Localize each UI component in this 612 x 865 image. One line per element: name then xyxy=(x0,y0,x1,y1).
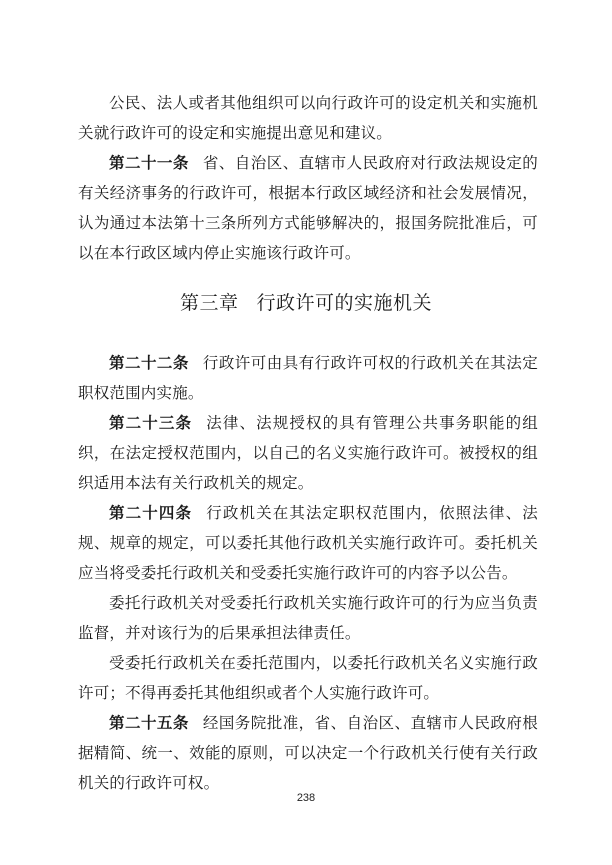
chapter-heading xyxy=(0,288,612,318)
paragraph-delegated-agency xyxy=(78,648,538,708)
paragraph-text: 行政许可由具有行政许可权的行政机关在其法定职权范围内实施。 xyxy=(78,354,538,402)
article-number: 第二十二条 xyxy=(109,354,189,372)
paragraph-text: 省、自治区、直辖市人民政府对行政法规设定的有关经济事务的行政许可，根据本行政区域经济和社会发展情况，认为通过本法第十三条所列方式能够解决的，报国务院批准后，可以在本行政区域内停止实施该行政许可。 xyxy=(78,154,538,262)
paragraph-text: 法律、法规授权的具有管理公共事务职能的组织，在法定授权范围内，以自己的名义实施行政许可。被授权的组织适用本法有关行政机关的规定。 xyxy=(78,414,538,492)
paragraph-text: 受委托行政机关在委托范围内，以委托行政机关名义实施行政许可；不得再委托其他组织或者个人实施行政许可。 xyxy=(78,654,538,702)
chapter-title: 行政许可的实施机关 xyxy=(256,292,433,314)
article-21 xyxy=(78,148,538,268)
article-number: 第二十一条 xyxy=(109,154,189,172)
paragraph-1 xyxy=(78,88,538,148)
chapter-number: 第三章 xyxy=(179,292,239,314)
article-number: 第二十三条 xyxy=(109,414,193,432)
article-number: 第二十五条 xyxy=(109,714,189,732)
article-24 xyxy=(78,498,538,588)
paragraph-text: 公民、法人或者其他组织可以向行政许可的设定机关和实施机关就行政许可的设定和实施提出意见和建议。 xyxy=(78,94,538,142)
paragraph-text: 行政机关在其法定职权范围内，依照法律、法规、规章的规定，可以委托其他行政机关实施行政许可。委托机关应当将受委托行政机关和受委托实施行政许可的内容予以公告。 xyxy=(78,504,538,582)
article-23 xyxy=(78,408,538,498)
paragraph-text: 经国务院批准，省、自治区、直辖市人民政府根据精简、统一、效能的原则，可以决定一个行政机关行使有关行政机关的行政许可权。 xyxy=(78,714,538,792)
article-number: 第二十四条 xyxy=(109,504,193,522)
article-25 xyxy=(78,708,538,798)
page-number: 238 xyxy=(296,792,316,804)
article-22 xyxy=(78,348,538,408)
paragraph-text: 委托行政机关对受委托行政机关实施行政许可的行为应当负责监督，并对该行为的后果承担法律责任。 xyxy=(78,594,538,642)
paragraph-delegation-supervision xyxy=(78,588,538,648)
